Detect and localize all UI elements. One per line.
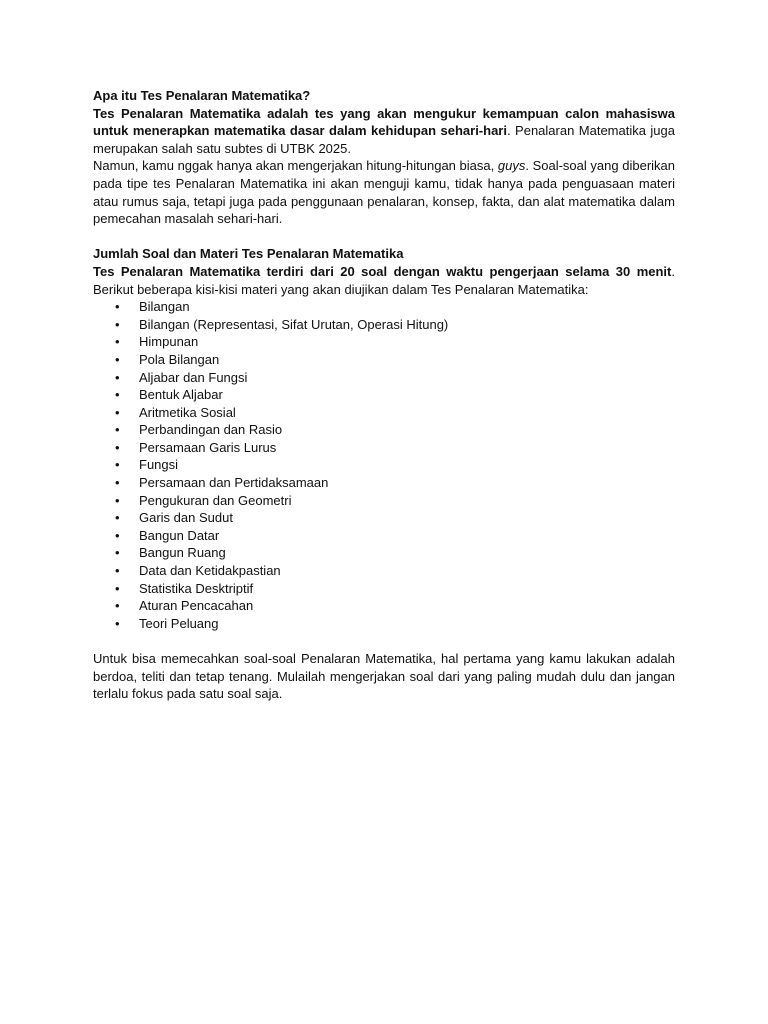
list-item-text: Bentuk Aljabar xyxy=(139,387,223,403)
question-info-paragraph xyxy=(93,263,675,298)
list-item-text: Statistika Desktriptif xyxy=(139,580,254,596)
bullet-icon: • xyxy=(115,457,120,473)
list-item-text: Bangun Ruang xyxy=(139,545,226,561)
list-item xyxy=(93,316,675,334)
list-item xyxy=(93,386,675,404)
bullet-icon: • xyxy=(115,351,120,367)
definition-rest-text: . Penalaran Matematika juga merupakan salah satu subtes di UTBK 2025. xyxy=(93,123,675,156)
bullet-icon: • xyxy=(115,422,120,438)
list-item xyxy=(93,404,675,422)
list-item-text: Perbandingan dan Rasio xyxy=(139,422,283,438)
bullet-icon: • xyxy=(115,439,120,455)
bullet-icon: • xyxy=(115,299,120,315)
bullet-icon: • xyxy=(115,527,120,543)
description-italic-text: guys xyxy=(497,158,526,174)
list-item-text: Persamaan dan Pertidaksamaan xyxy=(139,475,329,491)
document-page xyxy=(93,87,675,703)
list-item-text: Himpunan xyxy=(139,334,199,350)
list-item-text: Persamaan Garis Lurus xyxy=(139,439,277,455)
list-item-text: Aritmetika Sosial xyxy=(139,404,236,420)
paragraph-spacer xyxy=(93,632,675,650)
list-item-text: Bilangan (Representasi, Sifat Urutan, Operasi Hitung) xyxy=(139,316,449,332)
definition-paragraph xyxy=(93,105,675,158)
list-item-text: Bilangan xyxy=(139,299,190,315)
bullet-icon: • xyxy=(115,334,120,350)
list-item xyxy=(93,439,675,457)
bullet-icon: • xyxy=(115,492,120,508)
list-item xyxy=(93,333,675,351)
list-item xyxy=(93,421,675,439)
bullet-icon: • xyxy=(115,387,120,403)
closing-paragraph: Untuk bisa memecahkan soal-soal Penalaran Matematika, hal pertama yang kamu lakukan adalah berdoa, teliti dan tetap tenang. Mulailah mengerjakan soal dari yang paling mudah dulu dan jangan terlalu fokus pada satu soal saja. xyxy=(93,651,675,702)
bullet-icon: • xyxy=(115,316,120,332)
list-item xyxy=(93,369,675,387)
list-item xyxy=(93,456,675,474)
bullet-icon: • xyxy=(115,563,120,579)
description-text-end: . Soal-soal yang diberikan pada tipe tes Penalaran Matematika ini akan menguji kamu, tidak hanya pada penguasaan materi atau rumus saja, tetapi juga pada penggunaan penalaran, konsep, fakta, dan alat matematika dalam pemecahan masalah sehari-hari. xyxy=(93,158,675,227)
bullet-icon: • xyxy=(115,615,120,631)
list-item xyxy=(93,492,675,510)
list-item xyxy=(93,544,675,562)
list-item xyxy=(93,562,675,580)
bullet-icon: • xyxy=(115,545,120,561)
definition-bold-text: Tes Penalaran Matematika adalah tes yang akan mengukur kemampuan calon mahasiswa untuk menerapkan matematika dasar dalam kehidupan sehari-hari xyxy=(93,105,675,139)
list-item-text: Aturan Pencacahan xyxy=(139,598,254,614)
list-item xyxy=(93,580,675,598)
list-item xyxy=(93,527,675,545)
question-info-bold-text: Tes Penalaran Matematika terdiri dari 20 soal dengan waktu pengerjaan selama 30 menit xyxy=(93,263,672,279)
list-item xyxy=(93,509,675,527)
list-item-text: Pola Bilangan xyxy=(139,351,220,367)
bullet-icon: • xyxy=(115,475,120,491)
question-info-rest-text: . Berikut beberapa kisi-kisi materi yang akan diujikan dalam Tes Penalaran Matematika: xyxy=(93,263,675,297)
list-item xyxy=(93,351,675,369)
list-item-text: Aljabar dan Fungsi xyxy=(139,369,248,385)
bullet-icon: • xyxy=(115,580,120,596)
list-item-text: Pengukuran dan Geometri xyxy=(139,492,292,508)
list-item xyxy=(93,298,675,316)
section-heading-what-is: Apa itu Tes Penalaran Matematika? xyxy=(93,88,311,103)
list-item-text: Bangun Datar xyxy=(139,527,220,543)
bullet-icon: • xyxy=(115,598,120,614)
bullet-icon: • xyxy=(115,369,120,385)
list-item-text: Teori Peluang xyxy=(139,615,219,631)
list-item xyxy=(93,597,675,615)
bullet-icon: • xyxy=(115,404,120,420)
list-item xyxy=(93,474,675,492)
list-item-text: Data dan Ketidakpastian xyxy=(139,563,281,579)
topic-list xyxy=(93,298,675,632)
description-paragraph xyxy=(93,157,675,227)
list-item-text: Garis dan Sudut xyxy=(139,510,233,526)
paragraph-spacer xyxy=(93,228,675,246)
bullet-icon: • xyxy=(115,510,120,526)
list-item xyxy=(93,615,675,633)
section-heading-question-count: Jumlah Soal dan Materi Tes Penalaran Matematika xyxy=(93,246,404,262)
description-text-start: Namun, kamu nggak hanya akan mengerjakan hitung-hitungan biasa, xyxy=(93,158,498,174)
list-item-text: Fungsi xyxy=(139,457,179,473)
